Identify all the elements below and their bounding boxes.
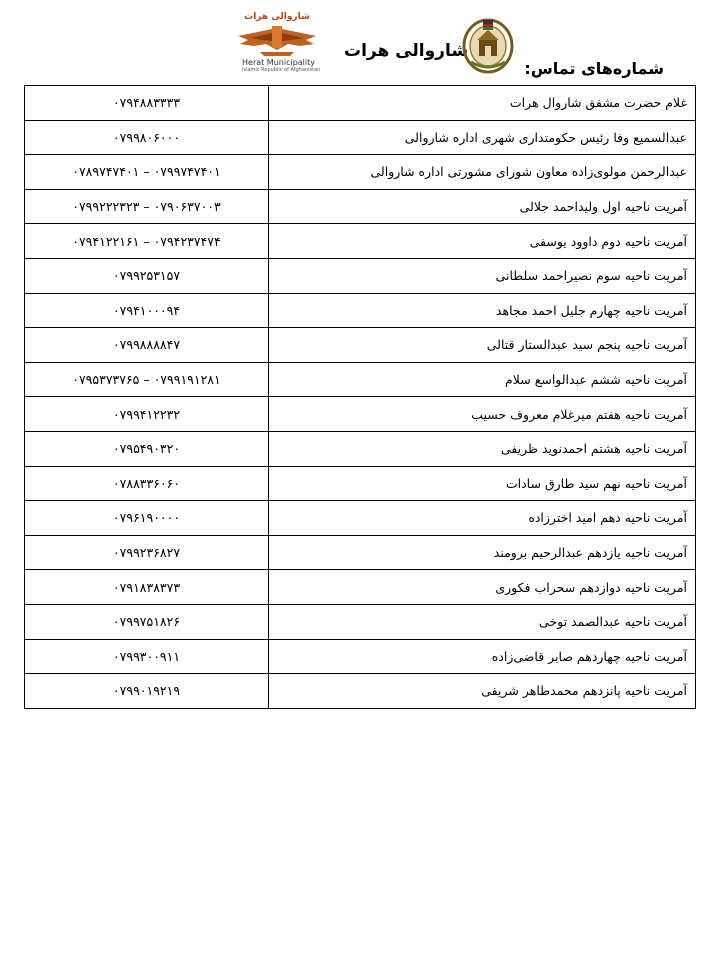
table-row [25, 431, 696, 466]
contact-name: آمریت ناحیه دوازدهم سحراب فکوری [269, 570, 696, 605]
table-row [25, 639, 696, 674]
table-row [25, 189, 696, 224]
table-row [25, 674, 696, 709]
phone-number: ۰۷۹۹۳۰۰۹۱۱ [25, 639, 269, 674]
table-row [25, 501, 696, 536]
phone-number: ۰۷۹۹۲۳۶۸۲۷ [25, 535, 269, 570]
logo-name: شاروالی هرات [244, 12, 310, 22]
contact-name: آمریت ناحیه هفتم میرغلام معروف حسیب [269, 397, 696, 432]
phone-number: ۰۷۹۱۸۳۸۳۷۳ [25, 570, 269, 605]
table-row [25, 328, 696, 363]
contact-name: آمریت ناحیه اول ولیداحمد جلالی [269, 189, 696, 224]
phone-number: ۰۷۸۹۷۴۷۴۰۱ – ۰۷۹۹۷۴۷۴۰۱ [25, 155, 269, 190]
phone-number: ۰۷۹۹۰۱۹۲۱۹ [25, 674, 269, 709]
table-row [25, 570, 696, 605]
phone-number: ۰۷۹۴۱۲۲۱۶۱ – ۰۷۹۴۲۳۷۴۷۴ [25, 224, 269, 259]
contact-name: آمریت ناحیه دهم امید اخترزاده [269, 501, 696, 536]
contact-name: آمریت ناحیه هشتم احمدنوید ظریفی [269, 431, 696, 466]
table-row [25, 155, 696, 190]
table-row [25, 604, 696, 639]
phone-number: ۰۷۹۹۲۲۲۳۲۳ – ۰۷۹۰۶۳۷۰۰۳ [25, 189, 269, 224]
city-title: شاروالی هرات [344, 41, 469, 61]
phone-number: ۰۷۹۵۴۹۰۳۲۰ [25, 431, 269, 466]
phone-number: ۰۷۹۹۷۵۱۸۲۶ [25, 604, 269, 639]
table-row [25, 466, 696, 501]
contact-name: آمریت ناحیه نهم سید طارق سادات [269, 466, 696, 501]
phone-number: ۰۷۹۴۱۰۰۰۹۴ [25, 293, 269, 328]
contact-name: آمریت ناحیه سوم نصیراحمد سلطانی [269, 258, 696, 293]
logo-english-subtitle: Islamic Republic of Afghanistan [242, 67, 321, 73]
page-header [0, 0, 720, 86]
contact-name: عبدالرحمن مولوی‌زاده معاون شورای مشورتی اداره شاروالی [269, 155, 696, 190]
table-row [25, 120, 696, 155]
table-row [25, 86, 696, 121]
phone-number: ۰۷۹۹۴۱۲۲۳۲ [25, 397, 269, 432]
contact-name: عبدالسمیع وفا رئیس حکومتداری شهری اداره شاروالی [269, 120, 696, 155]
phone-number: ۰۷۸۸۳۳۶۰۶۰ [25, 466, 269, 501]
contact-name: آمریت ناحیه ششم عبدالواسع سلام [269, 362, 696, 397]
contact-name: آمریت ناحیه پانزدهم محمدطاهر شریفی [269, 674, 696, 709]
table-row [25, 535, 696, 570]
national-emblem-icon [461, 16, 515, 74]
phone-number: ۰۷۹۹۸۰۶۰۰۰ [25, 120, 269, 155]
contact-name: آمریت ناحیه یازدهم عبدالرحیم برومند [269, 535, 696, 570]
logo-english-name: Herat Municipality [242, 58, 315, 67]
herat-municipality-logo [232, 12, 322, 76]
table-row [25, 293, 696, 328]
phone-number: ۰۷۹۹۸۸۸۸۴۷ [25, 328, 269, 363]
winged-emblem-icon [236, 24, 318, 58]
contacts-table [24, 85, 696, 709]
contact-name: آمریت ناحیه عبدالصمد توخی [269, 604, 696, 639]
table-row [25, 258, 696, 293]
contact-name: آمریت ناحیه دوم داوود یوسفی [269, 224, 696, 259]
contact-name: غلام حضرت مشفق شاروال هرات [269, 86, 696, 121]
table-row [25, 224, 696, 259]
phone-number: ۰۷۹۶۱۹۰۰۰۰ [25, 501, 269, 536]
contact-name: آمریت ناحیه چهاردهم صابر قاضی‌زاده [269, 639, 696, 674]
contacts-title: شماره‌های تماس: [524, 59, 664, 78]
phone-number: ۰۷۹۹۲۵۳۱۵۷ [25, 258, 269, 293]
contact-name: آمریت ناحیه چهارم جلیل احمد مجاهد [269, 293, 696, 328]
table-row [25, 397, 696, 432]
phone-number: ۰۷۹۵۳۷۳۷۶۵ – ۰۷۹۹۱۹۱۲۸۱ [25, 362, 269, 397]
table-row [25, 362, 696, 397]
contact-name: آمریت ناحیه پنجم سید عبدالستار قتالی [269, 328, 696, 363]
phone-number: ۰۷۹۴۸۸۳۳۳۳ [25, 86, 269, 121]
